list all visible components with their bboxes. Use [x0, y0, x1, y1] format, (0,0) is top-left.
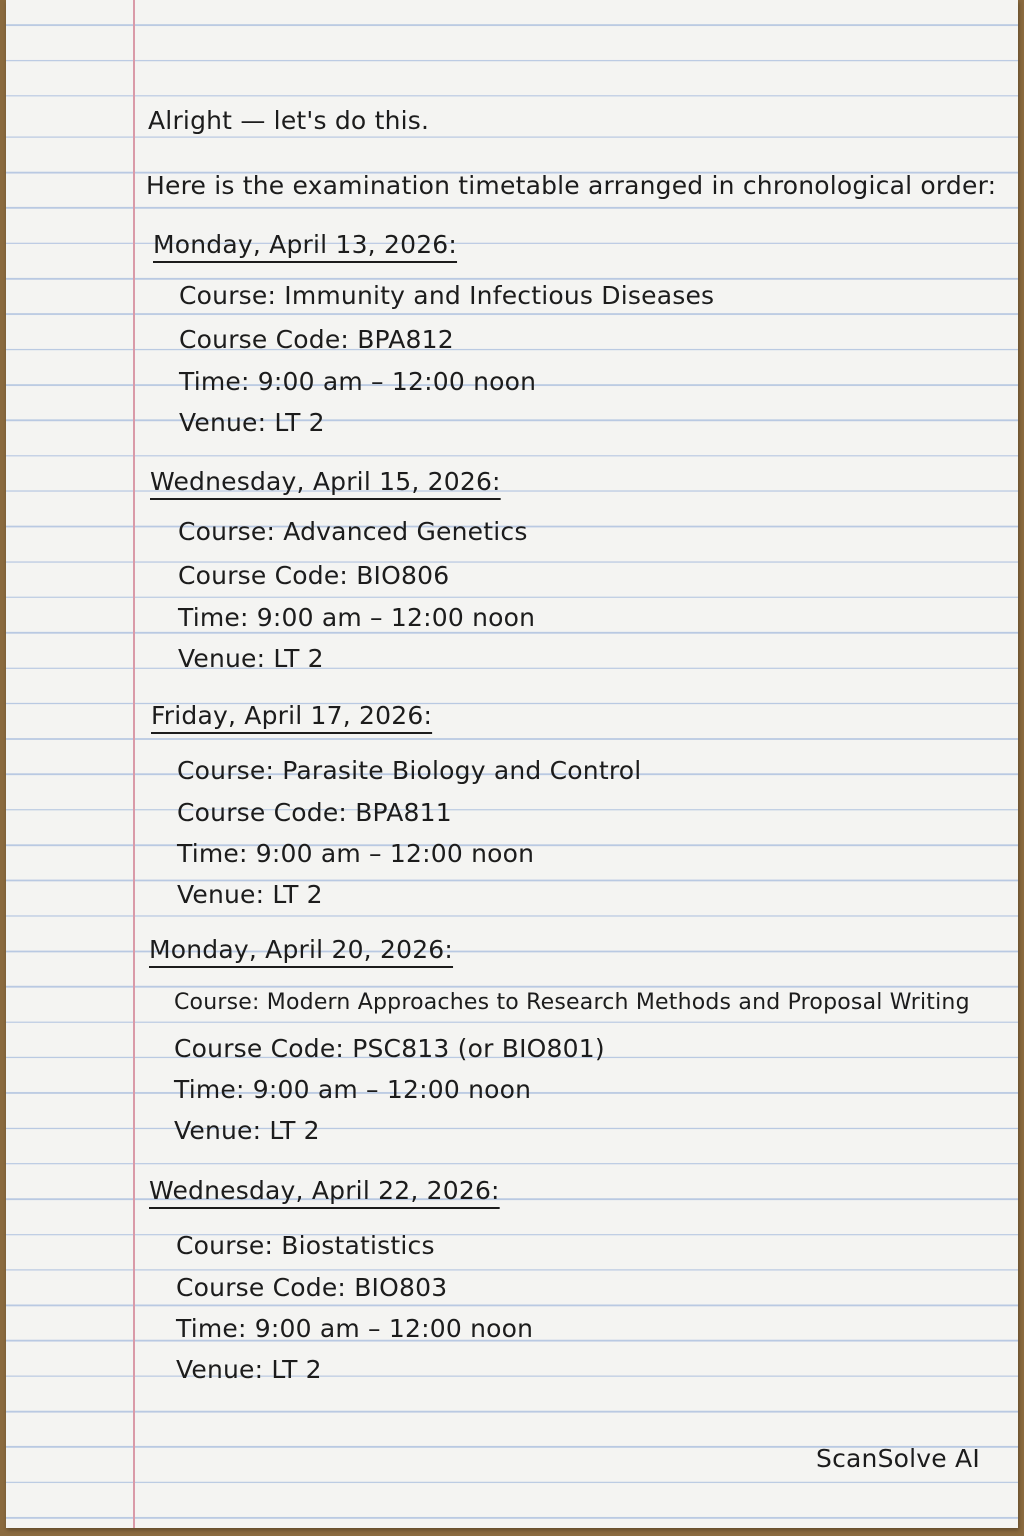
subtitle-text: Here is the examination timetable arranged in chronological order: — [146, 171, 997, 200]
exam-venue: Venue: LT 2 — [178, 644, 324, 673]
exam-date: Wednesday, April 15, 2026: — [150, 467, 501, 496]
exam-venue: Venue: LT 2 — [174, 1116, 320, 1145]
exam-venue: Venue: LT 2 — [177, 880, 323, 909]
exam-time: Time: 9:00 am – 12:00 noon — [179, 367, 537, 396]
exam-course: Course: Immunity and Infectious Diseases — [179, 281, 715, 310]
exam-date: Wednesday, April 22, 2026: — [149, 1176, 500, 1205]
exam-date: Friday, April 17, 2026: — [151, 701, 433, 730]
intro-text: Alright — let's do this. — [148, 106, 430, 135]
exam-course: Course: Parasite Biology and Control — [177, 756, 642, 785]
exam-course: Course: Modern Approaches to Research Methods and Proposal Writing — [174, 990, 970, 1015]
exam-time: Time: 9:00 am – 12:00 noon — [178, 603, 536, 632]
exam-time: Time: 9:00 am – 12:00 noon — [174, 1075, 532, 1104]
exam-date: Monday, April 20, 2026: — [149, 935, 454, 964]
exam-course: Course: Biostatistics — [176, 1231, 435, 1260]
exam-code: Course Code: PSC813 (or BIO801) — [174, 1034, 605, 1063]
exam-venue: Venue: LT 2 — [176, 1355, 322, 1384]
exam-code: Course Code: BIO803 — [176, 1273, 448, 1302]
exam-code: Course Code: BPA812 — [179, 325, 454, 354]
exam-code: Course Code: BPA811 — [177, 798, 452, 827]
signature: ScanSolve AI — [816, 1444, 980, 1473]
margin-line — [133, 0, 135, 1528]
exam-code: Course Code: BIO806 — [178, 561, 450, 590]
exam-venue: Venue: LT 2 — [179, 408, 325, 437]
exam-date: Monday, April 13, 2026: — [153, 230, 458, 259]
exam-time: Time: 9:00 am – 12:00 noon — [176, 1314, 534, 1343]
exam-course: Course: Advanced Genetics — [178, 517, 528, 546]
exam-time: Time: 9:00 am – 12:00 noon — [177, 839, 535, 868]
